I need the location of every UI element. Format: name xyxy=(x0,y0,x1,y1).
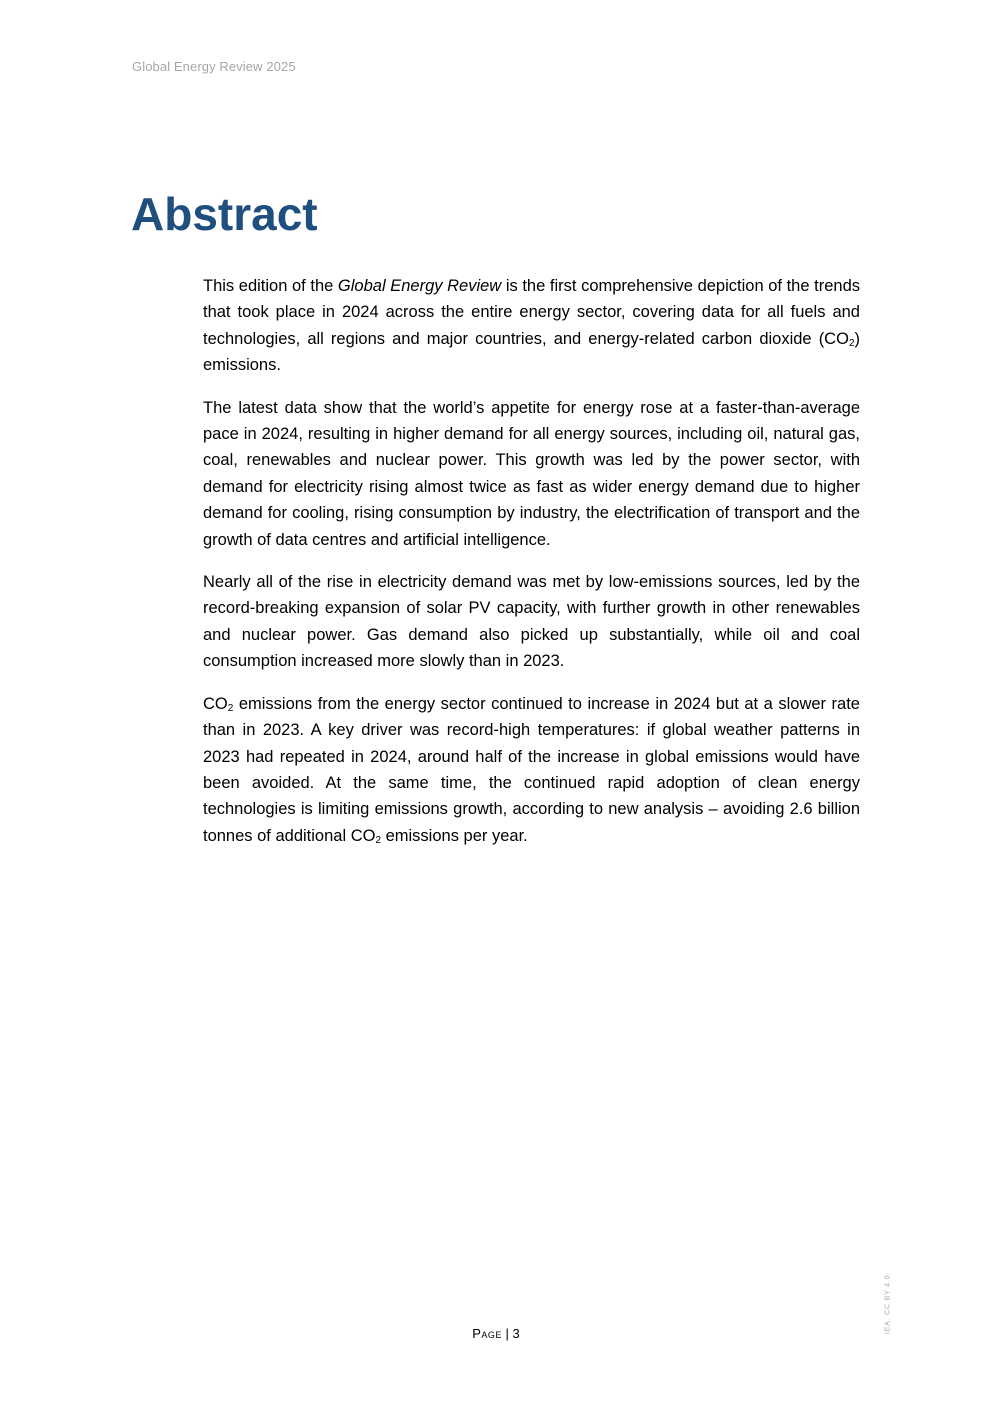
page-footer xyxy=(0,1326,992,1341)
page-title: Abstract xyxy=(131,188,318,240)
page-separator: | xyxy=(501,1326,513,1341)
paragraph-2: The latest data show that the world’s appetite for energy rose at a faster-than-average pace in 2024, resulting in higher demand for all energy sources, including oil, natural gas, coal, renewables and nuclear power. This growth was led by the power sector, with demand for electricity rising almost twice as fast as wider energy demand due to higher demand for cooling, rising consumption by industry, the electrification of transport and the growth of data centres and artificial intelligence. xyxy=(203,398,860,549)
paragraph-4-body: emissions from the energy sector continued to increase in 2024 but at a slower rate than in 2023. A key driver was record-high temperatures: if global weather patterns in 2023 had repeated in 2024, around half of the increase in global emissions would have been avoided. At the same time, the continued rapid adoption of clean energy technologies is limiting emissions growth, according to new analysis – avoiding 2.6 billion tonnes of additional CO xyxy=(203,694,860,845)
paragraph-4 xyxy=(203,691,860,849)
license-text: IEA. CC BY 4.0. xyxy=(884,1271,892,1335)
paragraph-4-end: emissions per year. xyxy=(381,826,528,845)
co2-subscript: 2 xyxy=(848,337,855,349)
paragraph-4-lead: CO xyxy=(203,694,228,713)
paragraph-3: Nearly all of the rise in electricity demand was met by low-emissions sources, led by the record-breaking expansion of solar PV capacity, with further growth in other renewables and nuclear power. Gas demand also picked up substantially, while oil and coal consumption increased more slowly than in 2023. xyxy=(203,573,860,671)
page-label: Page xyxy=(472,1326,502,1341)
running-header: Global Energy Review 2025 xyxy=(132,59,296,74)
co2-subscript: 2 xyxy=(375,834,382,846)
license-notice xyxy=(873,1272,903,1334)
paragraph-1-end: ) emissions. xyxy=(203,329,860,375)
paragraph-1-lead: This edition of the xyxy=(203,277,338,295)
abstract-body xyxy=(203,273,860,865)
paragraph-1 xyxy=(203,273,860,379)
report-title-italic: Global Energy Review xyxy=(337,277,502,295)
page-number: 3 xyxy=(512,1326,520,1341)
co2-subscript: 2 xyxy=(227,702,234,714)
paragraph-1-body: is the first comprehensive depiction of the trends that took place in 2024 across the entire energy sector, covering data for all fuels and technologies, all regions and major countries, and energy-related carbon dioxide (CO xyxy=(203,277,860,348)
